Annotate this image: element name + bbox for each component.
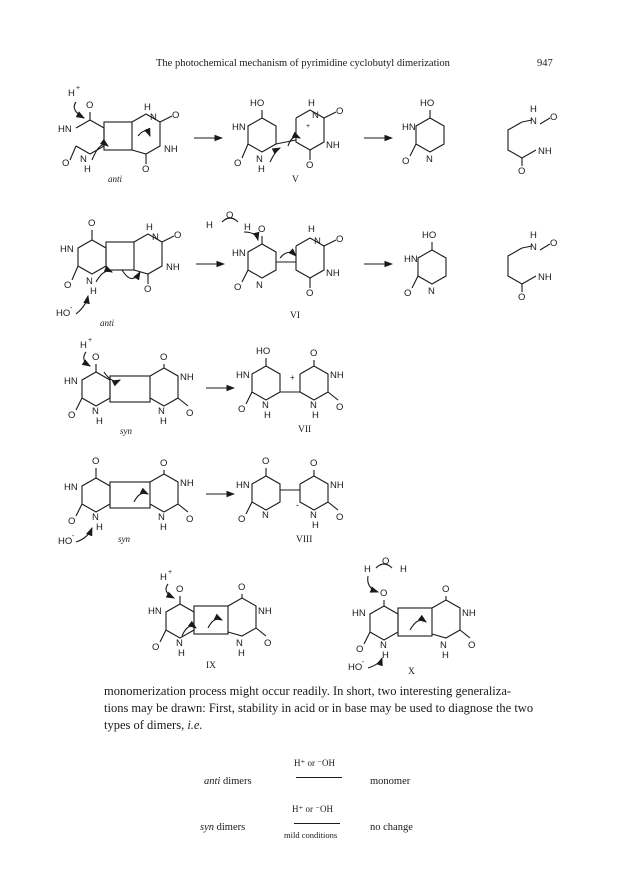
eq-no-change: no change xyxy=(370,822,413,833)
svg-text:N: N xyxy=(80,154,87,165)
svg-text:O: O xyxy=(234,282,242,293)
svg-text:O: O xyxy=(262,456,270,467)
label-X: X xyxy=(408,667,415,677)
svg-text:N: N xyxy=(310,510,317,521)
svg-text:H: H xyxy=(442,650,449,661)
svg-text:N: N xyxy=(92,406,99,417)
svg-text:HN: HN xyxy=(232,122,246,133)
svg-text:O: O xyxy=(310,348,318,359)
svg-text:O: O xyxy=(306,288,314,299)
svg-text:N: N xyxy=(150,112,157,123)
svg-text:O: O xyxy=(402,156,410,167)
svg-text:O: O xyxy=(238,404,246,415)
svg-text:O: O xyxy=(144,284,152,295)
svg-text:N: N xyxy=(92,512,99,523)
svg-text:N: N xyxy=(310,400,317,411)
svg-text:NH: NH xyxy=(326,140,340,151)
svg-text:O: O xyxy=(382,556,390,567)
svg-text:H: H xyxy=(178,648,185,659)
svg-text:H: H xyxy=(308,224,315,235)
page-number: 947 xyxy=(537,58,553,69)
svg-text:O: O xyxy=(176,584,184,595)
svg-text:H: H xyxy=(264,410,271,421)
svg-text:O: O xyxy=(336,234,344,245)
svg-text:H: H xyxy=(382,650,389,661)
eq-monomer: monomer xyxy=(370,776,411,787)
svg-text:+: + xyxy=(306,123,311,130)
svg-text:O: O xyxy=(238,582,246,593)
svg-text:H: H xyxy=(238,648,245,659)
monomer-product-1a xyxy=(402,98,444,167)
svg-text:HO: HO xyxy=(56,308,71,319)
svg-text:-: - xyxy=(296,500,299,510)
svg-text:HN: HN xyxy=(236,480,250,491)
eq-anti-word: anti xyxy=(204,776,221,787)
svg-text:O: O xyxy=(306,160,314,171)
svg-text:H: H xyxy=(144,102,151,113)
svg-text:HO: HO xyxy=(256,346,271,357)
svg-text:O: O xyxy=(186,514,194,525)
svg-text:H: H xyxy=(308,98,315,109)
svg-text:O: O xyxy=(550,112,558,123)
svg-text:+: + xyxy=(290,373,295,382)
svg-text:N: N xyxy=(256,280,263,291)
svg-text:+: + xyxy=(76,85,81,92)
label-syn-1: syn xyxy=(120,426,132,436)
svg-text:HN: HN xyxy=(64,482,78,493)
svg-text:N: N xyxy=(426,154,433,165)
svg-text:NH: NH xyxy=(330,480,344,491)
svg-text:H: H xyxy=(312,410,319,421)
svg-text:O: O xyxy=(258,224,266,235)
svg-text:N: N xyxy=(530,242,537,253)
structure-X xyxy=(348,556,476,677)
svg-text:N: N xyxy=(152,232,159,243)
svg-text:HO: HO xyxy=(422,230,437,241)
svg-text:O: O xyxy=(380,588,388,599)
svg-text:NH: NH xyxy=(462,608,476,619)
svg-text:H: H xyxy=(90,286,97,297)
svg-text:O: O xyxy=(88,218,96,229)
intermediate-VIII xyxy=(236,456,344,545)
svg-text:N: N xyxy=(86,276,93,287)
svg-text:O: O xyxy=(62,158,70,169)
svg-text:N: N xyxy=(176,638,183,649)
intermediate-VI xyxy=(206,210,343,321)
label-IX: IX xyxy=(206,661,217,671)
svg-text:N: N xyxy=(262,510,269,521)
paragraph-line-2: tions may be drawn: First, stability in acid or in base may be used to diagnose the two xyxy=(104,701,534,715)
svg-text:O: O xyxy=(92,352,100,363)
intermediate-V xyxy=(232,98,343,185)
svg-text:O: O xyxy=(234,158,242,169)
svg-text:H: H xyxy=(244,222,251,233)
svg-text:HO: HO xyxy=(420,98,435,109)
svg-text:H: H xyxy=(160,522,167,533)
monomer-product-2a xyxy=(404,230,446,299)
svg-text:O: O xyxy=(86,100,94,111)
svg-text:H: H xyxy=(68,88,75,99)
svg-text:HO: HO xyxy=(250,98,265,109)
paragraph-line-1: monomerization process might occur readily. In short, two interesting generaliza- xyxy=(104,684,512,698)
anti-dimer-base xyxy=(56,218,181,328)
syn-dimer-acid xyxy=(64,337,194,436)
label-VIII: VIII xyxy=(296,535,313,545)
svg-text:NH: NH xyxy=(538,272,552,283)
svg-text:O: O xyxy=(142,164,150,175)
svg-text:H: H xyxy=(96,522,103,533)
svg-text:N: N xyxy=(158,512,165,523)
svg-text:NH: NH xyxy=(330,370,344,381)
svg-text:O: O xyxy=(336,106,344,117)
svg-text:HN: HN xyxy=(64,376,78,387)
svg-text:O: O xyxy=(152,642,160,653)
svg-text:H: H xyxy=(160,416,167,427)
svg-text:H: H xyxy=(146,222,153,233)
svg-text:N: N xyxy=(256,154,263,165)
svg-text:O: O xyxy=(160,458,168,469)
label-syn-2: syn xyxy=(118,534,130,544)
svg-text:HN: HN xyxy=(236,370,250,381)
svg-text:H: H xyxy=(312,520,319,531)
svg-text:O: O xyxy=(550,238,558,249)
svg-text:H: H xyxy=(364,564,371,575)
label-anti-1: anti xyxy=(108,174,123,184)
intermediate-VII xyxy=(236,346,344,435)
svg-text:-: - xyxy=(70,305,73,312)
svg-text:O: O xyxy=(518,292,526,303)
svg-text:HN: HN xyxy=(352,608,366,619)
svg-text:O: O xyxy=(92,456,100,467)
svg-text:HN: HN xyxy=(402,122,416,133)
svg-text:NH: NH xyxy=(538,146,552,157)
svg-text:HN: HN xyxy=(58,124,72,135)
svg-text:N: N xyxy=(380,640,387,651)
anti-dimer-acid xyxy=(58,85,179,184)
svg-text:O: O xyxy=(68,516,76,527)
svg-text:O: O xyxy=(518,166,526,177)
svg-text:N: N xyxy=(530,116,537,127)
svg-text:N: N xyxy=(236,638,243,649)
svg-text:O: O xyxy=(404,288,412,299)
equation-syn: syn dimers H⁺ or ⁻OH mild conditions no change xyxy=(200,804,413,840)
svg-text:O: O xyxy=(356,644,364,655)
eq-reagent-2: H⁺ or ⁻OH xyxy=(292,804,333,814)
svg-text:H: H xyxy=(258,164,265,175)
label-VII: VII xyxy=(298,425,312,435)
equation-anti: anti dimers H⁺ or ⁻OH monomer xyxy=(204,758,411,787)
svg-text:O: O xyxy=(468,640,476,651)
svg-text:N: N xyxy=(314,236,321,247)
svg-text:NH: NH xyxy=(180,372,194,383)
svg-text:H: H xyxy=(96,416,103,427)
svg-text:O: O xyxy=(64,280,72,291)
svg-text:O: O xyxy=(336,512,344,523)
svg-text:-: - xyxy=(362,659,365,666)
eq-mild-conditions: mild conditions xyxy=(284,830,338,840)
svg-text:O: O xyxy=(226,210,234,221)
svg-text:O: O xyxy=(186,408,194,419)
svg-text:NH: NH xyxy=(180,478,194,489)
svg-text:HO: HO xyxy=(58,536,73,547)
svg-text:H: H xyxy=(530,230,537,241)
svg-text:H: H xyxy=(206,220,213,231)
eq-reagent-1: H⁺ or ⁻OH xyxy=(294,758,335,768)
svg-text:O: O xyxy=(174,230,182,241)
svg-text:NH: NH xyxy=(166,262,180,273)
body-paragraph xyxy=(104,683,574,734)
paragraph-line-3: types of dimers, i.e. xyxy=(104,718,203,732)
svg-text:NH: NH xyxy=(326,268,340,279)
label-anti-2: anti xyxy=(100,318,115,328)
svg-text:O: O xyxy=(310,458,318,469)
svg-text:O: O xyxy=(442,584,450,595)
svg-text:NH: NH xyxy=(258,606,272,617)
structure-IX xyxy=(148,569,272,671)
svg-text:H: H xyxy=(160,572,167,583)
label-VI: VI xyxy=(290,311,301,321)
uracil-monomer-2 xyxy=(508,230,557,303)
svg-text:NH: NH xyxy=(164,144,178,155)
svg-text:HN: HN xyxy=(148,606,162,617)
svg-text:O: O xyxy=(264,638,272,649)
svg-text:H: H xyxy=(84,164,91,175)
eq-syn-word: syn xyxy=(200,822,214,833)
svg-text:N: N xyxy=(312,110,319,121)
svg-text:HO: HO xyxy=(348,662,363,673)
svg-text:N: N xyxy=(440,640,447,651)
svg-text:N: N xyxy=(158,406,165,417)
svg-text:O: O xyxy=(336,402,344,413)
svg-text:O: O xyxy=(238,514,246,525)
eq-arrow-2 xyxy=(294,823,340,824)
syn-dimer-base xyxy=(58,456,194,547)
svg-text:H: H xyxy=(400,564,407,575)
svg-text:H: H xyxy=(80,340,87,351)
svg-text:O: O xyxy=(172,110,180,121)
svg-text:O: O xyxy=(160,352,168,363)
svg-text:HN: HN xyxy=(404,254,418,265)
svg-text:O: O xyxy=(68,410,76,421)
svg-text:HN: HN xyxy=(60,244,74,255)
eq-arrow-1 xyxy=(296,777,342,778)
header-title: The photochemical mechanism of pyrimidine cyclobutyl dimerization xyxy=(156,58,450,69)
svg-text:+: + xyxy=(88,337,93,344)
uracil-monomer-1 xyxy=(508,104,557,177)
svg-text:H: H xyxy=(530,104,537,115)
svg-text:N: N xyxy=(262,400,269,411)
svg-text:-: - xyxy=(72,533,75,540)
svg-text:HN: HN xyxy=(232,248,246,259)
svg-text:+: + xyxy=(168,569,173,576)
svg-text:N: N xyxy=(428,286,435,297)
label-V: V xyxy=(292,175,299,185)
